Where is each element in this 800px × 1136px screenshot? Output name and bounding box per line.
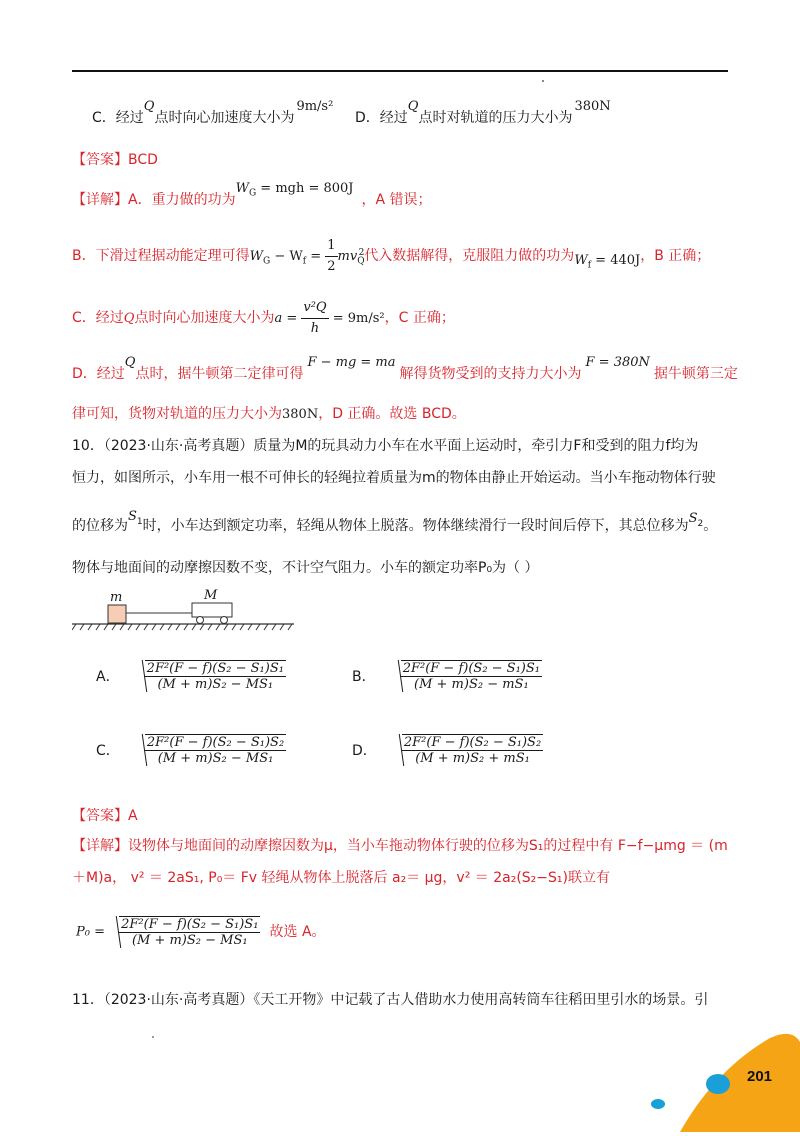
- q10-detail-result: P₀ = $\frac{\text{2F²(F − f)(S₂ − S₁)S₁}}{\text{(M + m)S₂ − MS₁}}$ 故选 A。: [76, 917, 326, 948]
- orange-shape: [680, 1034, 800, 1132]
- corner-decoration: [620, 1030, 800, 1132]
- q9-option-d: D．经过Q点时对轨道的压力大小为380N: [355, 99, 611, 126]
- cart-diagram: [72, 586, 302, 636]
- q10-answer: 【答案】A: [72, 808, 138, 824]
- q9-detail-d: D．经过Q点时，据牛顿第二定律可得F − mg = ma解得货物受到的支持力大小为F = 380N据牛顿第三定: [72, 355, 738, 382]
- sqrt-expression: $\frac{\text{2F²(F − f)(S₂ − S₁)S₂}}{\text{(M + m)S₂ + mS₁}}$: [392, 734, 543, 766]
- ground-hatching: [72, 624, 292, 630]
- label-M: M: [204, 588, 218, 603]
- label-m: m: [110, 590, 123, 605]
- q9-detail-d-line2: 律可知，货物对轨道的压力大小为380N，D 正确。故选 BCD。: [72, 406, 466, 422]
- q10-detail-line2: ＋M)a， v² ＝ 2aS₁, P₀＝ Fv 轻绳从物体上脱落后 a₂＝ μg，v² ＝ 2a₂(S₂−S₁)联立有: [72, 870, 610, 886]
- page-number: 201: [747, 1068, 773, 1085]
- stray-dot: [542, 80, 544, 82]
- stray-dot: [152, 1036, 154, 1038]
- sqrt-expression: $\frac{\text{2F²(F − f)(S₂ − S₁)S₁}}{\text{(M + m)S₂ − MS₁}}$: [109, 916, 260, 948]
- sqrt-expression: $\frac{\text{2F²(F − f)(S₂ − S₁)S₂}}{\text{(M + m)S₂ − MS₁}}$: [135, 734, 286, 766]
- q10-option-c: C． $\frac{\text{2F²(F − f)(S₂ − S₁)S₂}}{\text{(M + m)S₂ − MS₁}}$: [96, 735, 285, 766]
- q9-option-c: C．经过Q点时向心加速度大小为9m/s²: [92, 99, 334, 126]
- wheel-right: [221, 617, 228, 624]
- q10-option-b: B． $\frac{\text{2F²(F − f)(S₂ − S₁)S₁}}{\text{(M + m)S₂ − mS₁}}$: [352, 661, 540, 692]
- blue-dot-large: [706, 1074, 730, 1094]
- corner-shapes: [620, 1030, 800, 1132]
- q10-detail-line1: 【详解】设物体与地面间的动摩擦因数为μ，当小车拖动物体行驶的位移为S₁的过程中有 F−f−μmg ＝ (m: [72, 838, 728, 854]
- wheel-left: [197, 617, 204, 624]
- q10-line2: 恒力，如图所示，小车用一根不可伸长的轻绳拉着质量为m的物体由静止开始运动。当小车拖动物体行驶: [72, 470, 716, 486]
- header-rule: [72, 70, 728, 72]
- q9-answer: 【答案】BCD: [72, 152, 158, 168]
- q9-detail-b: B．下滑过程据动能定理可得$W_G - W_f$ = $\frac{1}{2}$ $mv_Q^2$代入数据解得，克服阻力做的功为$W_f = 440J$，B 正确；: [72, 238, 711, 274]
- q10-line4: 物体与地面间的动摩擦因数不变，不计空气阻力。小车的额定功率P₀为（ ）: [72, 560, 539, 576]
- q10-option-a: A． $\frac{\text{2F²(F − f)(S₂ − S₁)S₁}}{\text{(M + m)S₂ − MS₁}}$: [96, 661, 284, 692]
- q10-line3: 的位移为$S_1$时，小车达到额定功率，轻绳从物体上脱落。物体继续滑行一段时间后停下，其总位移为$S_2$。: [72, 509, 718, 534]
- blue-dot-small: [651, 1099, 665, 1109]
- sqrt-expression: $\frac{\text{2F²(F − f)(S₂ − S₁)S₁}}{\text{(M + m)S₂ − MS₁}}$: [135, 660, 286, 692]
- q9-detail-a: 【详解】A．重力做的功为$W_G$ = mgh = 800J，A 错误；: [72, 181, 432, 208]
- q10-line1: 10．（2023·山东·高考真题）质量为M的玩具动力小车在水平面上运动时，牵引力F和受到的阻力f均为: [72, 438, 699, 454]
- q11-line1: 11．（2023·山东·高考真题）《天工开物》中记载了古人借助水力使用高转筒车往稻田里引水的场景。引: [72, 992, 709, 1008]
- q9-detail-c: C．经过Q点时向心加速度大小为a = $\frac{\text{v²Q}}{h}$ = 9m/s²，C 正确；: [72, 300, 455, 336]
- q10-option-d: D． $\frac{\text{2F²(F − f)(S₂ − S₁)S₂}}{\text{(M + m)S₂ + mS₁}}$: [352, 735, 542, 766]
- q10-figure: [72, 586, 302, 636]
- cart-body: [192, 603, 232, 617]
- block-m: [108, 605, 126, 623]
- sqrt-expression: $\frac{\text{2F²(F − f)(S₂ − S₁)S₁}}{\text{(M + m)S₂ − mS₁}}$: [391, 660, 542, 692]
